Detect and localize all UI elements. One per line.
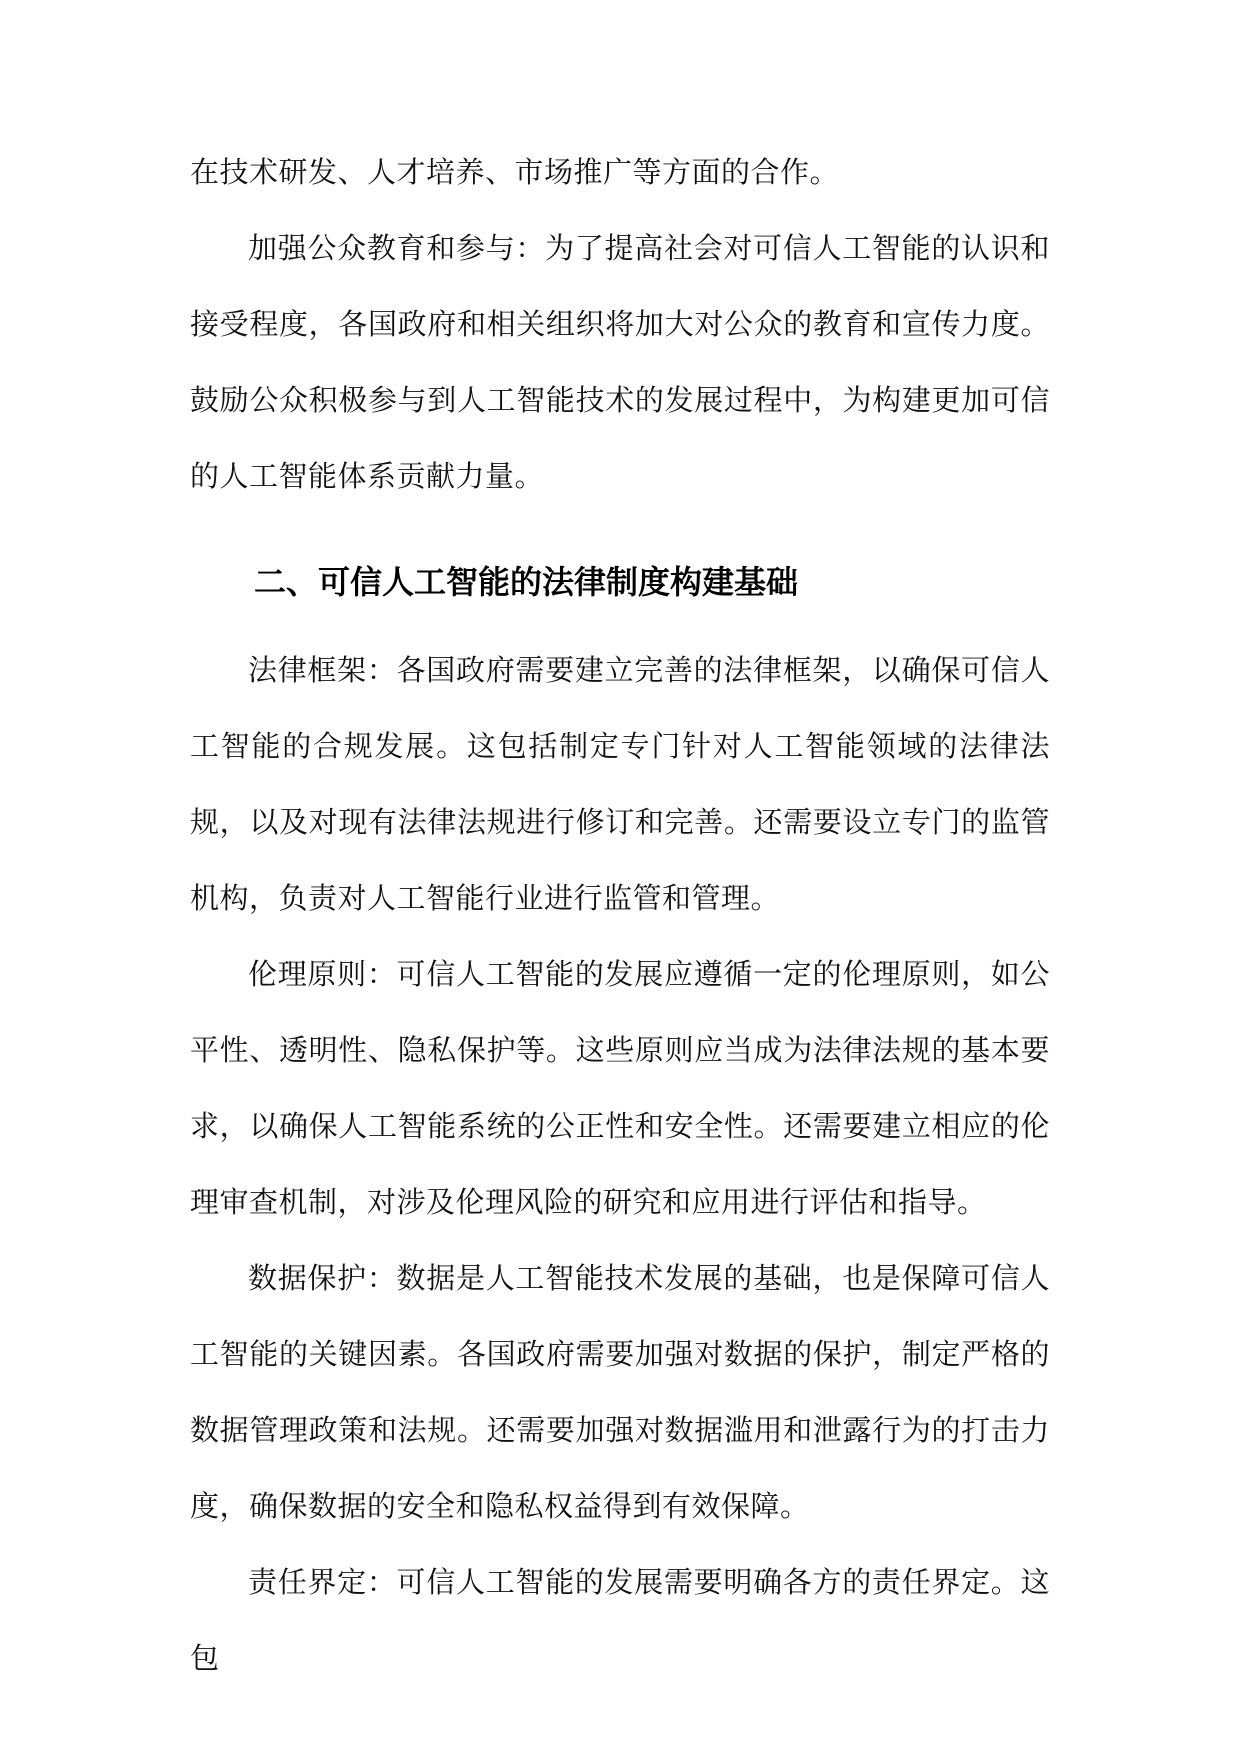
section-text-block bbox=[190, 632, 1050, 1696]
top-text-block bbox=[190, 134, 1050, 514]
data-protection-paragraph: 数据保护：数据是人工智能技术发展的基础，也是保障可信人工智能的关键因素。各国政府需要加强对数据的保护，制定严格的数据管理政策和法规。还需要加强对数据滥用和泄露行为的打击力度，确保数据的安全和隐私权益得到有效保障。 bbox=[190, 1261, 1050, 1523]
responsibility-paragraph: 责任界定：可信人工智能的发展需要明确各方的责任界定。这包 bbox=[190, 1565, 1050, 1675]
section-heading: 二、可信人工智能的法律制度构建基础 bbox=[254, 563, 799, 601]
ethics-principles-paragraph: 伦理原则：可信人工智能的发展应遵循一定的伦理原则，如公平性、透明性、隐私保护等。这些原则应当成为法律法规的基本要求，以确保人工智能系统的公正性和安全性。还需要建立相应的伦理审查机制，对涉及伦理风险的研究和应用进行评估和指导。 bbox=[190, 957, 1050, 1219]
public-education-paragraph: 加强公众教育和参与：为了提高社会对可信人工智能的认识和接受程度，各国政府和相关组织将加大对公众的教育和宣传力度。鼓励公众积极参与到人工智能技术的发展过程中，为构建更加可信的人工智能体系贡献力量。 bbox=[190, 231, 1050, 493]
continued-paragraph: 在技术研发、人才培养、市场推广等方面的合作。 bbox=[190, 155, 840, 189]
legal-framework-paragraph: 法律框架：各国政府需要建立完善的法律框架，以确保可信人工智能的合规发展。这包括制定专门针对人工智能领域的法律法规，以及对现有法律法规进行修订和完善。还需要设立专门的监管机构，负责对人工智能行业进行监管和管理。 bbox=[190, 653, 1050, 915]
